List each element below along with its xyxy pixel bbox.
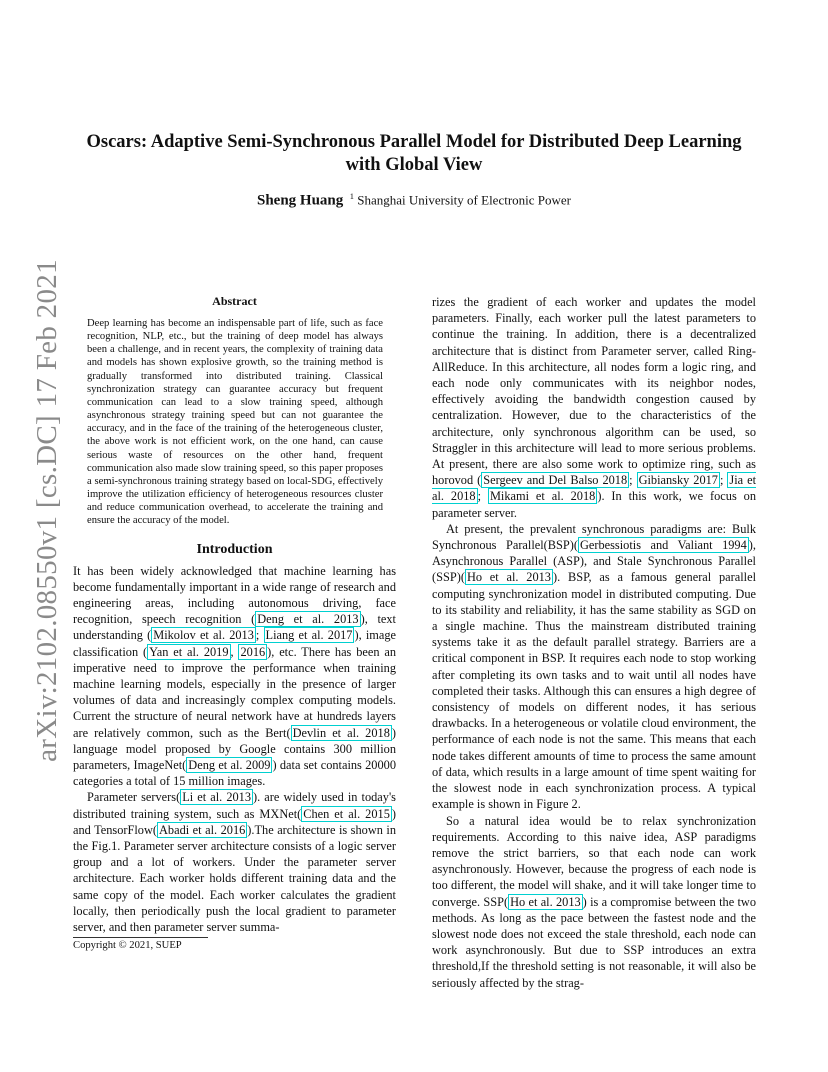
author-affiliation: Shanghai University of Electronic Power bbox=[357, 192, 572, 208]
citation-link[interactable]: Deng et al. 2009 bbox=[188, 757, 271, 772]
citation-link[interactable]: Gibiansky 2017 bbox=[638, 473, 718, 488]
citation-link[interactable]: Li et al. 2013 bbox=[182, 790, 252, 805]
intro-paragraph-2 bbox=[73, 789, 396, 935]
citation-link[interactable]: Ho et al. 2013 bbox=[466, 570, 551, 585]
text-run: ), image classification ( bbox=[73, 628, 397, 659]
citation-link[interactable]: Devlin et al. 2018 bbox=[292, 725, 390, 740]
text-run: At present, the prevalent synchronous paradigms are: Bulk Synchronous Parallel(BSP)( bbox=[432, 521, 756, 553]
text-run: ), etc. There has been an imperative need to improve the performance when training machine learning models, especially in the presence of larger volumes of data and increasingly complex computing models. Current the structure of neural network have at hundreds layers are relatively common, such as the Bert( bbox=[73, 644, 396, 740]
author-name: Sheng Huang bbox=[256, 192, 344, 209]
left-column bbox=[73, 294, 396, 935]
arxiv-identifier-text: arXiv:2102.08550v1 [cs.DC] 17 Feb 2021 bbox=[30, 258, 63, 762]
citation-link[interactable]: 2016 bbox=[240, 644, 266, 659]
intro-paragraph-2-continued bbox=[432, 294, 756, 521]
arxiv-identifier-stamp bbox=[17, 260, 77, 760]
citation-link[interactable]: Deng et al. 2013 bbox=[257, 612, 359, 627]
abstract-heading: Abstract bbox=[212, 294, 257, 308]
citation-link[interactable]: Liang et al. 2017 bbox=[265, 628, 353, 643]
intro-paragraph-3 bbox=[432, 521, 756, 813]
paper-title: Oscars: Adaptive Semi-Synchronous Parallel Model for Distributed Deep Learning with Global View bbox=[86, 132, 742, 175]
text-run: ) language model proposed by Google contains 300 million parameters, ImageNet( bbox=[73, 725, 396, 772]
citation-link[interactable]: Sergeev and Del Balso 2018 bbox=[483, 473, 628, 488]
text-run: Parameter servers( bbox=[87, 790, 181, 805]
citation-link[interactable]: Mikami et al. 2018 bbox=[489, 489, 596, 504]
affiliation-marker: 1 bbox=[349, 191, 355, 201]
citation-link[interactable]: Mikolov et al. 2013 bbox=[153, 628, 254, 643]
intro-paragraph-4 bbox=[432, 813, 756, 991]
introduction-heading: Introduction bbox=[196, 541, 273, 557]
author-line bbox=[80, 191, 748, 209]
text-run: ; bbox=[477, 489, 488, 504]
intro-paragraph-1 bbox=[73, 563, 396, 790]
text-run: ; bbox=[255, 628, 264, 643]
text-run: ; bbox=[719, 473, 728, 488]
text-run: ), Asynchronous Parallel (ASP), and Stale Synchronous Parallel (SSP)( bbox=[432, 538, 756, 585]
text-run: So a natural idea would be to relax synchronization requirements. According to this naive idea, ASP paradigms remove the strict barriers, so that each node can work asynchronously. However, because the progress of each node is too different, the model will shake, and it will take longer time to converge. SSP( bbox=[432, 813, 756, 909]
text-run: It has been widely acknowledged that machine learning has become fundamentally important in a wide range of research and engineering areas, including autonomous driving, face recognition, speech recognition ( bbox=[73, 563, 396, 627]
text-run: ; bbox=[629, 473, 637, 488]
citation-link[interactable]: Yan et al. 2019 bbox=[149, 644, 229, 659]
copyright-footnote: Copyright © 2021, SUEP bbox=[73, 940, 182, 951]
text-run: , bbox=[230, 644, 239, 659]
citation-link[interactable]: Ho et al. 2013 bbox=[510, 894, 581, 909]
text-run: ). BSP, as a famous general parallel computing synchronization model in distributed computing. Due to its stability and reliability, it has the same stability as SGD on a single machine. Thus the mainstream distributed training systems take it as the default parallel strategy. Barriers are a critical component in BSP. It requires each node to stop working after completing its own tasks and to wait until all nodes have completed their tasks. Although this can ensures a high degree of consistency of models on different nodes, it has serious drawbacks. In a heterogeneous or volatile cloud environment, the performance of each node is not the same. This means that each node takes different amounts of time to process the same amount of data, which results in a large amount of time spent waiting for the slowest node in each synchronization process. A typical example is shown in Figure 2. bbox=[432, 570, 757, 812]
text-run: ). In this work, we focus on parameter server. bbox=[432, 489, 756, 520]
text-run: ).The architecture is shown in the Fig.1. Parameter server architecture consists of a logic server group and a lot of workers. Under the parameter server architecture. Each worker holds different training data and the same copy of the model. Each worker calculates the gradient locally, then periodically push the local gradient to parameter server, and then parameter server summa- bbox=[73, 822, 397, 934]
abstract-text: Deep learning has become an indispensable part of life, such as face recognition, NLP, etc., but the training of deep model has always been a challenge, and in recent years, the complexity of training data and models has shown explosive growth, so the training method is gradually transformed into distributed training. Classical synchronization strategy can guarantee accuracy but frequent communication can lead to a slow training speed, although asynchronous strategy training speed but can not guarantee the accuracy, and in the face of the training of the heterogeneous cluster, the above work is not efficient work, on the one hand, can cause serious waste of resources on the other hand, frequent communication also made slow training speed, so this paper proposes a semi-synchronous training strategy based on local-SDG, effectively improve the utilization efficiency of heterogeneous resources cluster and reduce communication overhead, to accelerate the training and ensure the accuracy of the model. bbox=[87, 318, 383, 527]
citation-link[interactable]: Jia et al. 2018 bbox=[432, 473, 757, 504]
citation-link[interactable]: Chen et al. 2015 bbox=[303, 806, 390, 821]
footnote-divider bbox=[73, 937, 208, 938]
text-run: ) data set contains 20000 categories a total of 15 million images. bbox=[73, 757, 396, 789]
text-run: rizes the gradient of each worker and updates the model parameters. Finally, each worker pull the latest parameters to continue the training. In addition, there is a decentralized architecture that is distinct from Parameter server, called Ring-AllReduce. In this architecture, all nodes form a logic ring, and each node only communicates with its neighbor nodes, effectively avoiding the bandwidth congestion caused by centralization. However, due to the characteristics of the architecture, only synchronous algorithm can be used, so Straggler in this architecture will lead to more serious problems. At present, there are also some work to optimize ring, such as horovod ( bbox=[432, 295, 756, 488]
citation-link[interactable]: Gerbessiotis and Valiant 1994 bbox=[579, 538, 747, 553]
citation-link[interactable]: Abadi et al. 2016 bbox=[159, 822, 246, 837]
text-run: ) is a compromise between the two methods. As long as the pace between the fastest node and the slowest node does not exceed the stale threshold, each node can work asynchronously. But due to SSP introduces an extra threshold,If the threshold setting is not reasonable, it will also be seriously affected by the strag- bbox=[432, 894, 757, 990]
text-run: ). are widely used in today's distributed training system, such as MXNet( bbox=[73, 790, 396, 821]
text-run: ) and TensorFlow( bbox=[73, 806, 396, 837]
text-run: ), text understanding ( bbox=[73, 612, 396, 643]
right-column bbox=[432, 294, 756, 991]
